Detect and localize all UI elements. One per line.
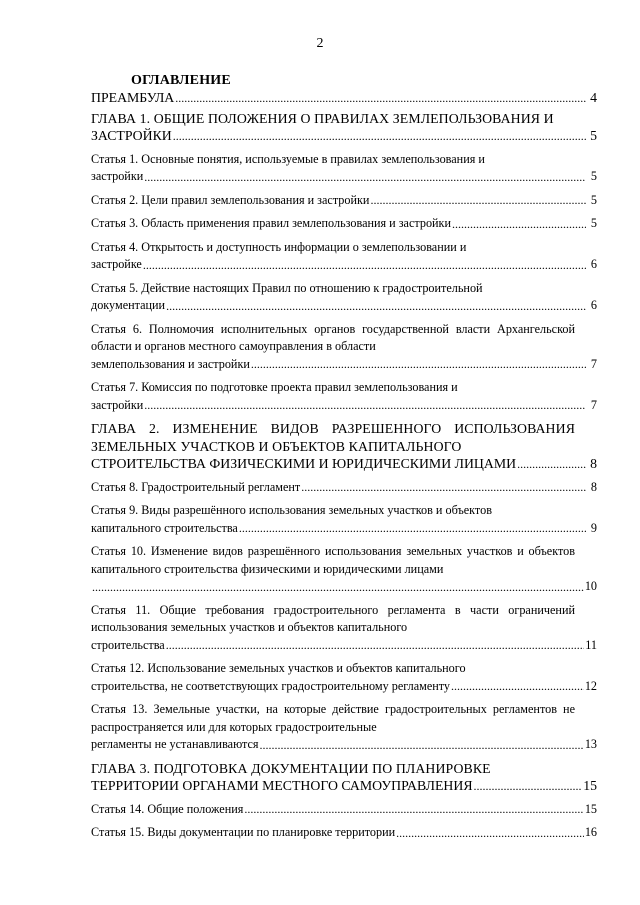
toc-entry[interactable] xyxy=(91,379,597,414)
toc-title: ОГЛАВЛЕНИЕ xyxy=(131,73,231,88)
toc-entry-title-end: строительства xyxy=(91,637,165,652)
toc-entry-title-end: землепользования и застройки xyxy=(91,356,250,371)
toc-page-number: 5 xyxy=(590,128,597,143)
dot-leader xyxy=(173,129,586,143)
toc-entry[interactable] xyxy=(91,151,597,186)
toc-entry-title-end: ТЕРРИТОРИИ ОРГАНАМИ МЕСТНОГО САМОУПРАВЛЕНИЯ xyxy=(91,778,473,793)
page-number: 2 xyxy=(316,36,324,51)
dot-leader xyxy=(144,170,586,184)
toc-entry-title-end: Статья 8. Градостроительный регламент xyxy=(91,479,301,494)
toc-page-number: 6 xyxy=(590,257,597,271)
toc-entry[interactable] xyxy=(91,502,597,537)
dot-leader xyxy=(92,580,584,594)
dot-leader xyxy=(452,217,586,231)
toc-entry-title: Статья 12. Использование земельных участков и объектов капитального xyxy=(91,661,466,675)
toc-entry-title-end: документации xyxy=(91,298,166,312)
toc-entry[interactable] xyxy=(91,801,597,819)
toc-entry-title: Статья 13. Земельные участки, на которые действие градостроительных регламентов не распространяется или для которых градостроительные xyxy=(91,702,575,734)
dot-leader xyxy=(396,826,584,840)
toc-entry-title: Статья 4. Открытость и доступность информации о землепользовании и xyxy=(91,239,467,254)
toc-entry-title-end: ЗАСТРОЙКИ xyxy=(91,128,172,143)
dot-leader xyxy=(175,91,586,105)
dot-leader xyxy=(451,679,584,693)
toc-entry[interactable] xyxy=(91,602,597,655)
toc-entry-title-end: Статья 2. Цели правил землепользования и застройки xyxy=(91,192,370,207)
toc-entry[interactable] xyxy=(91,701,597,754)
toc-page-number: 11 xyxy=(585,637,597,652)
toc-entry-title: Статья 6. Полномочия исполнительных органов государственной власти Архангельской области и органов местного самоуправления в области xyxy=(91,321,575,353)
toc-entry-title: Статья 5. Действие настоящих Правил по отношению к градостроительной xyxy=(91,280,483,295)
dot-leader xyxy=(260,738,584,752)
toc-entry[interactable] xyxy=(91,420,597,473)
dot-leader xyxy=(166,638,585,652)
toc-entry-title: ГЛАВА 1. ОБЩИЕ ПОЛОЖЕНИЯ О ПРАВИЛАХ ЗЕМЛЕПОЛЬЗОВАНИЯ И xyxy=(91,110,554,126)
toc-page-number: 5 xyxy=(590,216,597,230)
toc-page-number: 6 xyxy=(590,298,597,312)
toc-entry[interactable] xyxy=(91,239,597,274)
toc-entry[interactable] xyxy=(91,760,597,795)
toc-entry-title: Статья 1. Основные понятия, используемые в правилах землепользования и xyxy=(91,151,485,166)
toc-entry-title: Статья 7. Комиссия по подготовке проекта правил землепользования и xyxy=(91,380,458,394)
toc-page-number: 13 xyxy=(584,737,597,751)
toc-page-number: 15 xyxy=(584,801,597,816)
toc-entry-title-end: капитального строительства xyxy=(91,520,238,535)
toc-entry[interactable] xyxy=(91,824,597,842)
toc-page-number: 7 xyxy=(590,356,597,371)
toc-page-number: 8 xyxy=(590,456,597,471)
toc-entry-title: Статья 10. Изменение видов разрешённого использования земельных участков и объектов капитального строительства физическими и юридическими лицами xyxy=(91,544,575,576)
toc-entry[interactable] xyxy=(91,543,597,596)
dot-leader xyxy=(251,357,586,371)
toc-entry-title-end: застройки xyxy=(91,169,144,183)
dot-leader xyxy=(244,802,583,816)
toc-entry[interactable] xyxy=(91,110,597,145)
toc-page-number: 4 xyxy=(590,90,597,105)
dot-leader xyxy=(474,779,583,793)
toc-entry[interactable] xyxy=(91,215,597,233)
toc-entry-title-end: Статья 3. Область применения правил землепользования и застройки xyxy=(91,216,452,230)
dot-leader xyxy=(144,398,586,412)
toc-entry[interactable] xyxy=(91,321,597,374)
dot-leader xyxy=(517,457,586,471)
toc-entry[interactable] xyxy=(91,280,597,315)
toc-page-number: 7 xyxy=(590,397,597,412)
dot-leader xyxy=(370,193,586,207)
toc-page-number: 8 xyxy=(590,479,597,494)
toc-page-number: 9 xyxy=(590,520,597,535)
toc-entry-title-end: строительства, не соответствующих градостроительному регламенту xyxy=(91,678,451,693)
toc-page-number: 5 xyxy=(590,192,597,207)
toc-entry-title-end: Статья 14. Общие положения xyxy=(91,801,244,816)
toc-page-number: 12 xyxy=(584,678,597,693)
toc-entry-title-end: Статья 15. Виды документации по планировке территории xyxy=(91,825,396,839)
toc-entry-title: Статья 9. Виды разрешённого использования земельных участков и объектов xyxy=(91,503,492,517)
toc-entry[interactable] xyxy=(91,89,597,107)
toc-entry-title-end: СТРОИТЕЛЬСТВА ФИЗИЧЕСКИМИ И ЮРИДИЧЕСКИМИ ЛИЦАМИ xyxy=(91,456,517,471)
toc-entry-title: ГЛАВА 2. ИЗМЕНЕНИЕ ВИДОВ РАЗРЕШЕННОГО ИСПОЛЬЗОВАНИЯ ЗЕМЕЛЬНЫХ УЧАСТКОВ И ОБЪЕКТОВ КАПИТАЛЬНОГО xyxy=(91,421,575,454)
toc-entry[interactable] xyxy=(91,479,597,497)
toc-entry-title: ГЛАВА 3. ПОДГОТОВКА ДОКУМЕНТАЦИИ ПО ПЛАНИРОВКЕ xyxy=(91,760,491,776)
toc-entry-title-end: регламенты не устанавливаются xyxy=(91,737,259,751)
toc-entry-title-end: застройки xyxy=(91,397,144,412)
table-of-contents xyxy=(91,89,597,848)
toc-entry[interactable] xyxy=(91,660,597,695)
toc-page-number: 10 xyxy=(584,579,597,593)
toc-entry-title-end: ПРЕАМБУЛА xyxy=(91,90,175,105)
dot-leader xyxy=(239,521,586,535)
dot-leader xyxy=(166,299,586,313)
toc-page-number: 16 xyxy=(584,825,597,839)
toc-entry-title: Статья 11. Общие требования градостроительного регламента в части ограничений использования земельных участков и объектов капитального xyxy=(91,602,575,634)
toc-page-number: 15 xyxy=(583,778,597,793)
toc-entry[interactable] xyxy=(91,192,597,210)
dot-leader xyxy=(301,480,586,494)
toc-entry-title-end: застройке xyxy=(91,257,142,271)
dot-leader xyxy=(143,258,586,272)
toc-page-number: 5 xyxy=(590,169,597,183)
